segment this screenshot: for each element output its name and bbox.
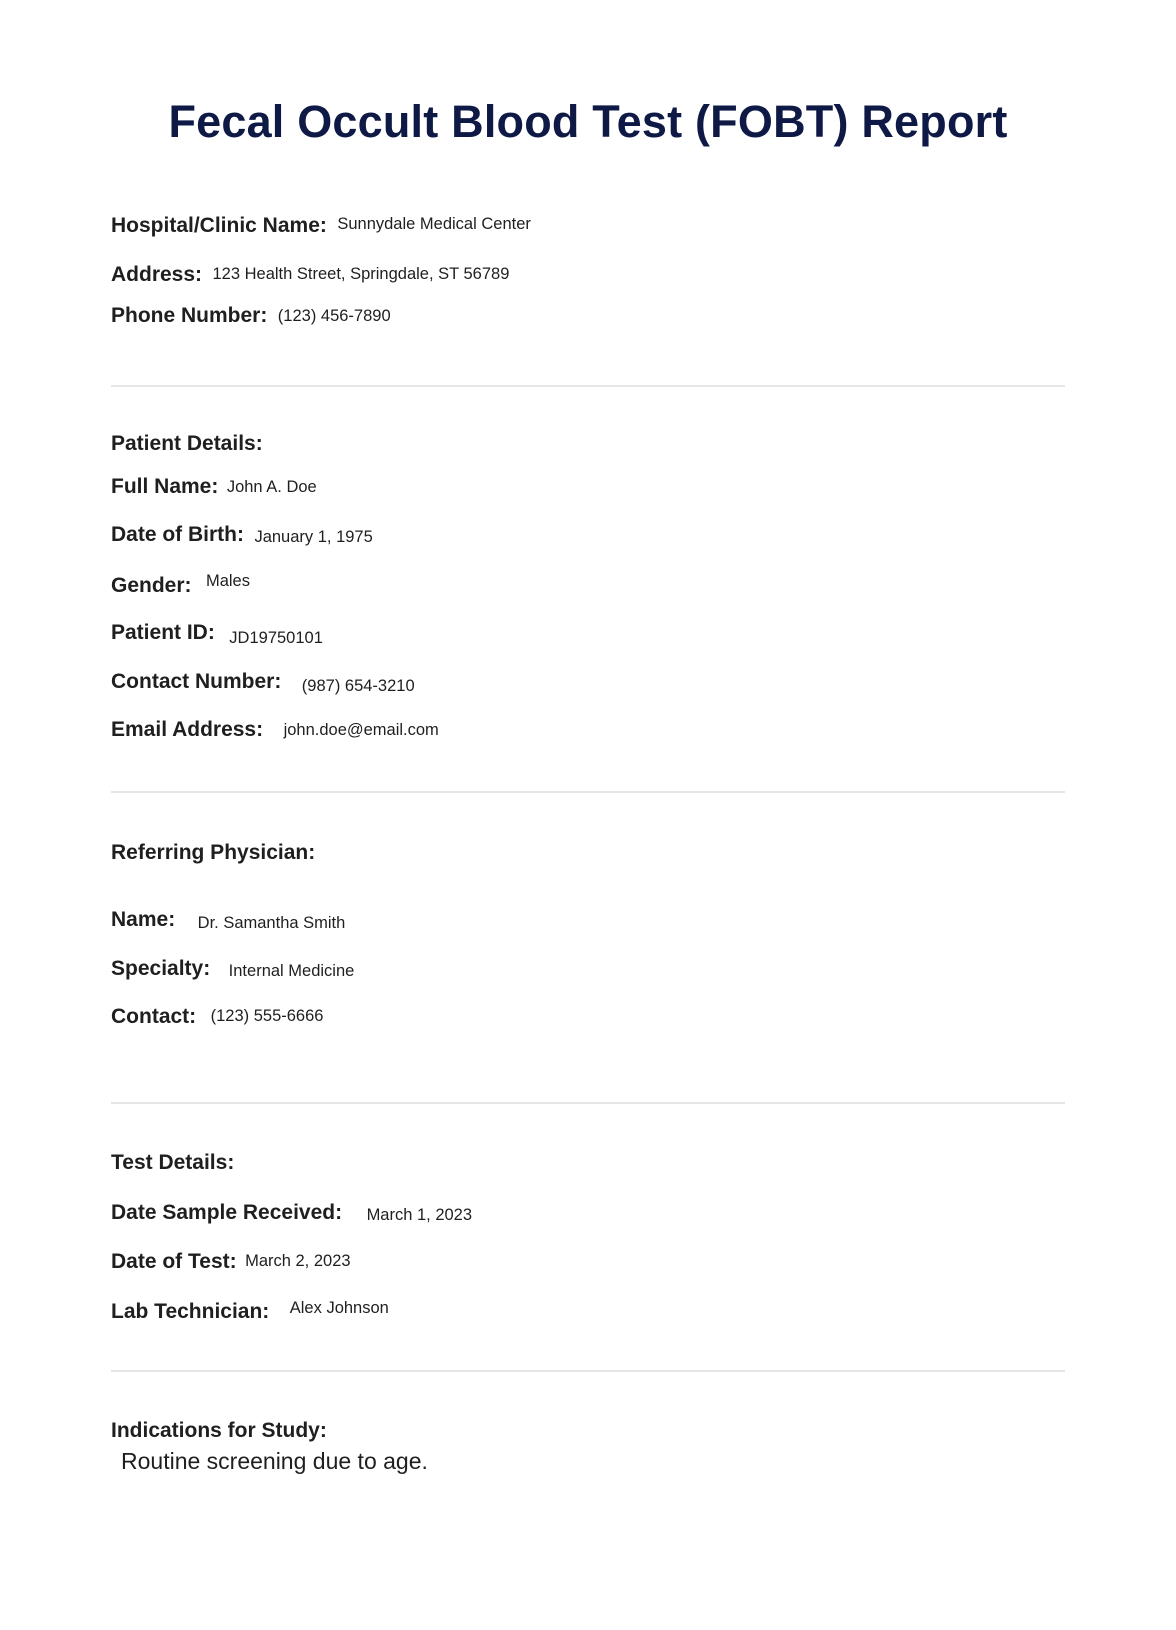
report-title: Fecal Occult Blood Test (FOBT) Report (168, 96, 1008, 147)
physician-name-label: Name: (111, 908, 176, 931)
physician-name-row (111, 908, 345, 932)
facility-address-value: 123 Health Street, Springdale, ST 56789 (212, 265, 510, 283)
facility-address-label: Address: (111, 263, 203, 286)
physician-specialty-value: Internal Medicine (228, 962, 355, 980)
facility-phone-value: (123) 456-7890 (277, 307, 391, 325)
facility-phone-label: Phone Number: (111, 304, 268, 327)
physician-specialty-label: Specialty: (111, 957, 211, 980)
patient-name-value: John A. Doe (226, 478, 317, 496)
indications-text: Routine screening due to age. (121, 1448, 428, 1474)
patient-id-value: JD19750101 (229, 629, 323, 647)
patient-id-label: Patient ID: (111, 621, 215, 644)
physician-contact-row (111, 1005, 323, 1029)
patient-id-row (111, 621, 323, 645)
test-received-row (111, 1201, 472, 1225)
test-technician-value: Alex Johnson (289, 1299, 389, 1317)
patient-gender-row (111, 574, 250, 598)
test-received-label: Date Sample Received: (111, 1201, 343, 1224)
physician-contact-label: Contact: (111, 1005, 197, 1028)
patient-dob-row (111, 523, 373, 547)
section-divider (111, 1370, 1065, 1372)
patient-email-label: Email Address: (111, 718, 264, 741)
test-date-label: Date of Test: (111, 1250, 237, 1273)
physician-specialty-row (111, 957, 354, 981)
facility-name-value: Sunnydale Medical Center (337, 215, 531, 233)
facility-name-label: Hospital/Clinic Name: (111, 214, 327, 237)
test-technician-row (111, 1300, 389, 1324)
facility-phone-row (111, 304, 391, 328)
patient-contact-label: Contact Number: (111, 670, 282, 693)
patient-email-value: john.doe@email.com (283, 721, 439, 739)
physician-contact-value: (123) 555-6666 (210, 1007, 324, 1025)
patient-contact-value: (987) 654-3210 (301, 677, 415, 695)
facility-name-row (111, 214, 531, 238)
indications-heading: Indications for Study: (111, 1419, 327, 1442)
patient-name-row (111, 475, 317, 499)
test-date-value: March 2, 2023 (245, 1252, 351, 1270)
patient-name-label: Full Name: (111, 475, 219, 498)
patient-dob-value: January 1, 1975 (254, 528, 373, 546)
section-divider (111, 385, 1065, 387)
patient-contact-row (111, 670, 415, 694)
section-divider (111, 1102, 1065, 1104)
test-date-row (111, 1250, 351, 1274)
test-received-value: March 1, 2023 (366, 1206, 473, 1224)
section-divider (111, 791, 1065, 793)
facility-address-row (111, 263, 509, 287)
test-details-heading: Test Details: (111, 1151, 235, 1174)
patient-dob-label: Date of Birth: (111, 523, 244, 546)
patient-gender-label: Gender: (111, 574, 192, 597)
test-technician-label: Lab Technician: (111, 1300, 270, 1323)
patient-details-heading: Patient Details: (111, 432, 263, 455)
physician-name-value: Dr. Samantha Smith (197, 914, 346, 932)
patient-gender-value: Males (205, 572, 250, 590)
physician-heading: Referring Physician: (111, 841, 316, 864)
patient-email-row (111, 718, 439, 742)
